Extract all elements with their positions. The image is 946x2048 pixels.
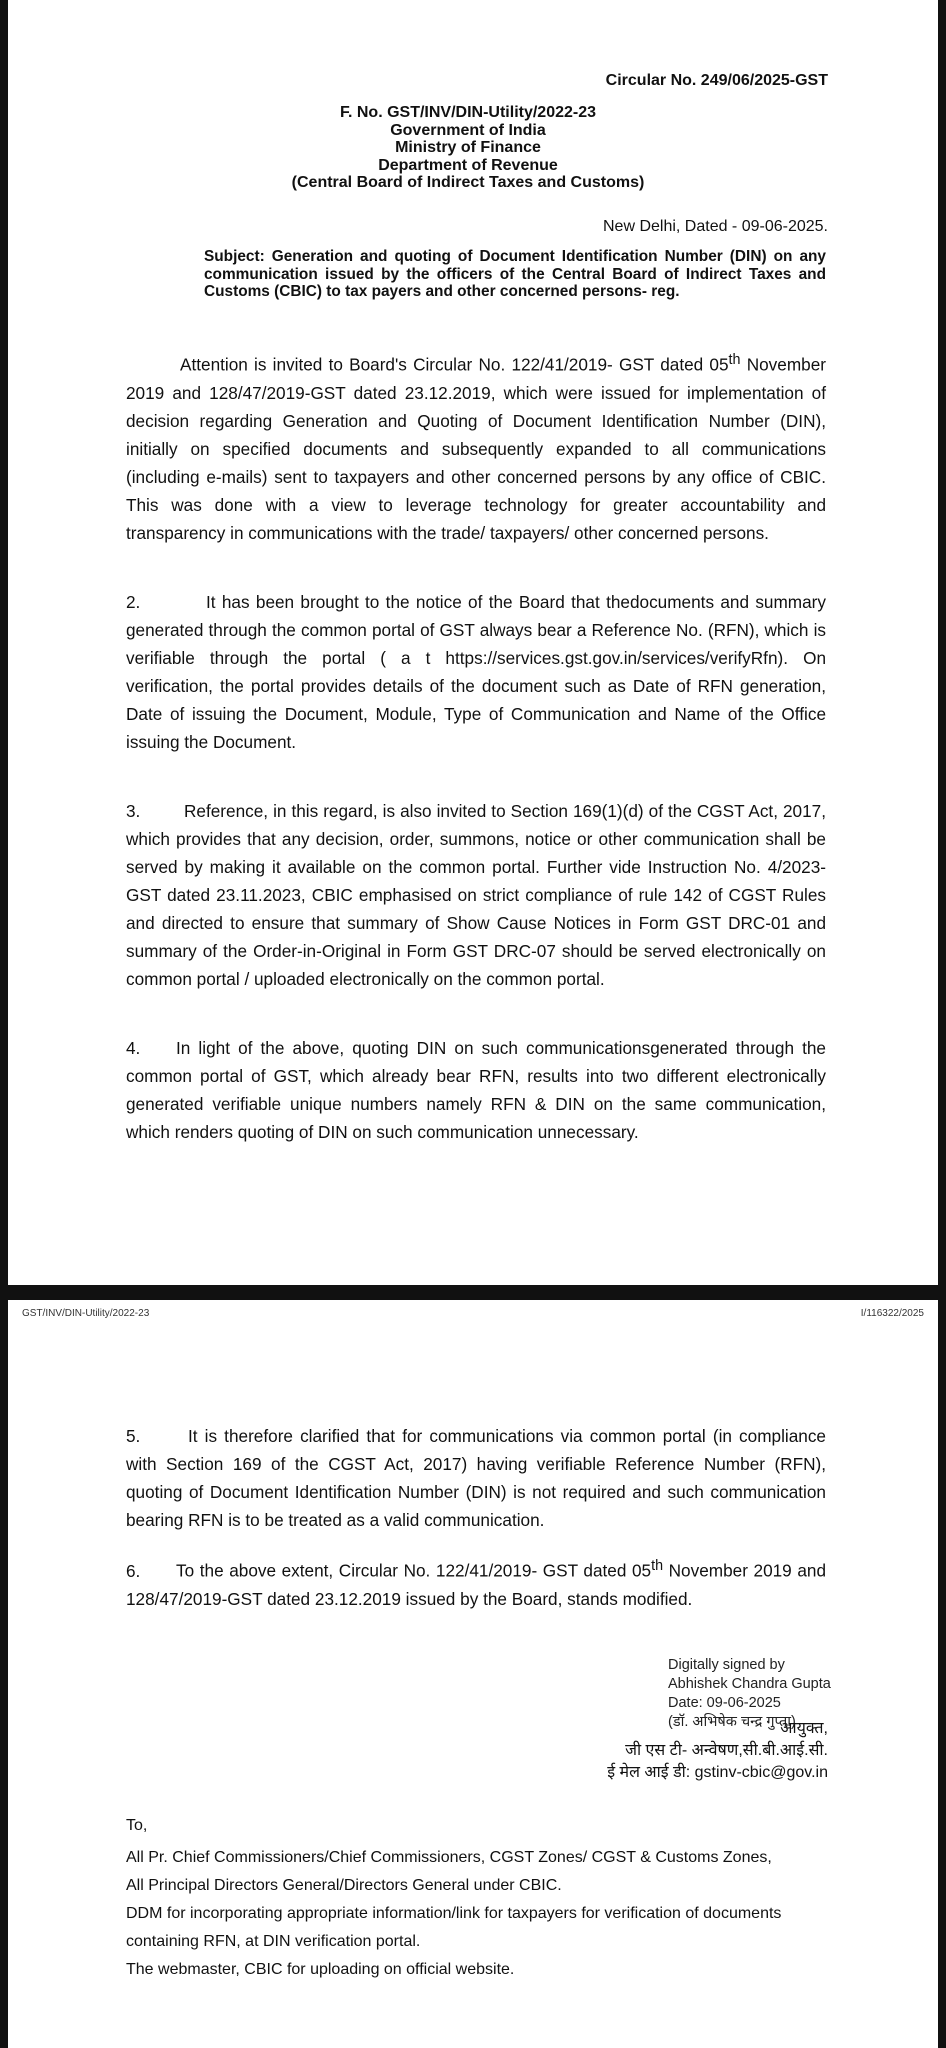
designation-title: आयुक्त, (780, 1720, 828, 1737)
recipient-item: The webmaster, CBIC for uploading on official website. (126, 1961, 515, 1978)
paragraph-2-text: It has been brought to the notice of the Board that thedocuments and summary generated through the common portal of GST always bear a Reference No. (RFN), which is verifiable through the portal ( a t https://services.gst.gov.in/services/verifyRfn). On verification, the portal provides details of the document such as Date of RFN generation, Date of issuing the Document, Module, Type of Communication and Name of the Office issuing the Document. (126, 592, 826, 752)
paragraph-1-text-a: Attention is invited to Board's Circular No. 122/41/2019- GST dated 05 (180, 354, 729, 375)
recipient-item: DDM for incorporating appropriate information/link for taxpayers for verification of documents containing RFN, at DIN verification portal. (126, 1905, 782, 1950)
paragraph-6 (126, 1552, 826, 1613)
paragraph-6-text-b: November 2019 and 128/47/2019-GST dated 23.12.2019 issued by the Board, stands modified. (126, 1560, 826, 1609)
recipient-item: All Pr. Chief Commissioners/Chief Commissioners, CGST Zones/ CGST & Customs Zones, (126, 1849, 772, 1866)
govt-line: Government of India (390, 121, 546, 139)
date-line: New Delhi, Dated - 09-06-2025. (602, 218, 828, 235)
paragraph-5-number: 5. (126, 1426, 141, 1446)
circular-number: Circular No. 249/06/2025-GST (605, 72, 828, 89)
paragraph-4-number: 4. (126, 1038, 141, 1058)
document-page-2 (8, 1300, 938, 2048)
designation-email: ई मेल आई डी: gstinv-cbic@gov.in (607, 1764, 828, 1781)
to-label: To, (126, 1817, 148, 1834)
paragraph-4 (126, 1034, 826, 1146)
designation-office: जी एस टी- अन्वेषण,सी.बी.आई.सी. (625, 1742, 828, 1759)
signatory-name-hindi: (डॉ. अभिषेक चन्द्र गुप्ता) (668, 1714, 796, 1730)
paragraph-3 (126, 797, 826, 993)
paragraph-6-number: 6. (126, 1560, 141, 1581)
paragraph-5 (126, 1422, 826, 1534)
designation-block (607, 1718, 828, 1784)
file-number: F. No. GST/INV/DIN-Utility/2022-23 (339, 104, 597, 121)
subject: Subject: Generation and quoting of Document Identification Number (DIN) on any communication issued by the officers of the Central Board of Indirect Taxes and Customs (CBIC) to tax payers and other concerned persons- reg. (204, 248, 826, 300)
signature-line-1: Digitally signed by (668, 1657, 785, 1673)
board-line: (Central Board of Indirect Taxes and Customs) (291, 174, 645, 191)
paragraph-4-text: In light of the above, quoting DIN on such communicationsgenerated through the common portal of GST, which already bear RFN, results into two different electronically generated verifiable unique numbers namely RFN & DIN on the same communication, which renders quoting of DIN on such communication unnecessary. (126, 1038, 826, 1142)
paragraph-3-text: Reference, in this regard, is also invited to Section 169(1)(d) of the CGST Act, 2017, which provides that any decision, order, summons, notice or other communication shall be served by making it available on the common portal. Further vide Instruction No. 4/2023-GST dated 23.11.2023, CBIC emphasised on strict compliance of rule 142 of CGST Rules and directed to ensure that summary of Show Cause Notices in Form GST DRC-01 and summary of the Order-in-Original in Form GST DRC-07 should be served electronically on common portal / uploaded electronically on the common portal. (126, 801, 826, 989)
document-page-1 (8, 0, 938, 1285)
paragraph-1 (126, 346, 826, 547)
paragraph-3-number: 3. (126, 801, 141, 821)
ministry-line: Ministry of Finance (395, 139, 541, 156)
signature-name: Abhishek Chandra Gupta (668, 1676, 831, 1692)
letterhead (8, 104, 938, 192)
signature-date: Date: 09-06-2025 (668, 1695, 781, 1711)
superscript-th: th (651, 1558, 664, 1574)
paragraph-2 (126, 588, 826, 756)
recipient-item: All Principal Directors General/Directors General under CBIC. (126, 1877, 562, 1894)
paragraph-6-text-a: To the above extent, Circular No. 122/41/2019- GST dated 05 (176, 1560, 652, 1581)
paragraph-1-text-b: November 2019 and 128/47/2019-GST dated 23.12.2019, which were issued for implementation of decision regarding Generation and Quoting of Document Identification Number (DIN), initially on specified documents and subsequently expanded to all communications (including e-mails) sent to taxpayers and other concerned persons by any office of CBIC. This was done with a view to leverage technology for greater accountability and transparency in communications with the trade/ taxpayers/ other concerned persons. (126, 354, 826, 543)
paragraph-5-text: It is therefore clarified that for communications via common portal (in compliance with Section 169 of the CGST Act, 2017) having verifiable Reference Number (RFN), quoting of Document Identification Number (DIN) is not required and such communication bearing RFN is to be treated as a valid communication. (126, 1426, 826, 1530)
department-line: Department of Revenue (378, 156, 558, 174)
page-header-file-number: GST/INV/DIN-Utility/2022-23 (22, 1308, 150, 1319)
page-header-ref-number: I/116322/2025 (860, 1308, 924, 1319)
paragraph-2-number: 2. (126, 592, 141, 612)
recipients-block (126, 1812, 846, 1984)
superscript-th: th (728, 352, 741, 368)
